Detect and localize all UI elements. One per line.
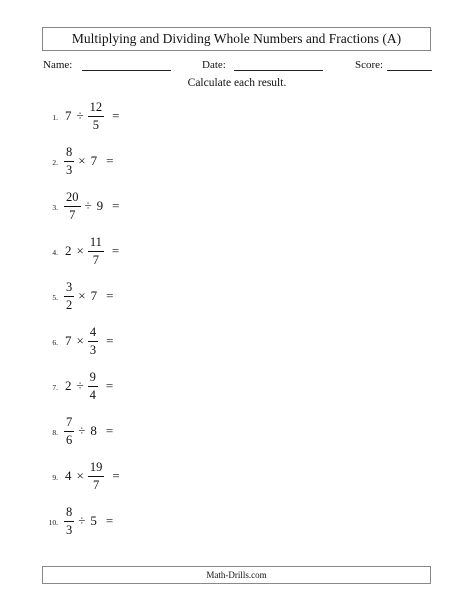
fraction <box>64 146 74 176</box>
whole-number: 9 <box>96 198 104 213</box>
footer-text: Math-Drills.com <box>206 570 267 580</box>
score-blank[interactable] <box>387 58 432 71</box>
fraction <box>64 416 74 446</box>
fraction-numerator: 12 <box>89 100 103 114</box>
whole-number: 7 <box>65 333 72 348</box>
whole-number: 2 <box>65 243 72 258</box>
operator-symbol: × <box>78 288 86 303</box>
equals-sign: = <box>106 333 114 348</box>
fraction-bar <box>88 341 98 342</box>
operator-symbol: ÷ <box>76 108 84 123</box>
problem-row <box>0 279 300 319</box>
equals-sign: = <box>105 423 114 438</box>
problem-expression <box>64 146 113 176</box>
problem-expression <box>64 461 120 491</box>
problem-row <box>0 234 300 274</box>
fraction-bar <box>88 251 104 252</box>
fraction-bar <box>64 521 74 522</box>
score-field <box>355 58 432 71</box>
problem-number: 9. <box>52 473 58 482</box>
problem-expression <box>64 101 119 131</box>
worksheet-title: Multiplying and Dividing Whole Numbers and Fractions (A) <box>71 31 402 46</box>
fraction-numerator: 19 <box>89 460 103 474</box>
score-label: Score: <box>355 59 384 71</box>
name-blank[interactable] <box>82 58 171 71</box>
fraction-bar <box>64 431 74 432</box>
name-label: Name: <box>43 59 73 71</box>
name-field <box>43 58 171 71</box>
operator-symbol: × <box>76 468 84 483</box>
equals-sign: = <box>111 243 120 258</box>
fraction-numerator: 3 <box>66 280 73 294</box>
fraction-bar <box>64 161 74 162</box>
operator-symbol: ÷ <box>78 513 86 528</box>
footer-box <box>42 566 431 584</box>
fraction-denominator: 4 <box>89 387 96 402</box>
problem-expression <box>64 236 119 266</box>
whole-number: 4 <box>65 468 72 483</box>
operator-symbol: × <box>76 243 84 258</box>
equals-sign: = <box>112 108 120 123</box>
operator-symbol: ÷ <box>78 423 86 438</box>
problem-row <box>0 504 300 544</box>
equals-sign: = <box>112 468 120 483</box>
fraction-denominator: 3 <box>66 162 73 177</box>
fraction <box>64 191 81 221</box>
whole-number: 7 <box>90 153 98 168</box>
whole-number: 7 <box>65 108 72 123</box>
whole-number: 5 <box>90 513 97 528</box>
fraction-bar <box>88 386 98 387</box>
fraction <box>88 461 105 491</box>
problem-expression <box>64 281 113 311</box>
fraction <box>64 281 74 311</box>
date-field <box>202 58 323 71</box>
fraction <box>88 101 105 131</box>
fraction-bar <box>88 116 105 117</box>
problem-number: 2. <box>52 158 58 167</box>
fraction-denominator: 7 <box>92 477 100 492</box>
fraction-numerator: 4 <box>89 325 97 339</box>
fraction-numerator: 7 <box>66 415 73 429</box>
problem-expression <box>64 326 113 356</box>
equals-sign: = <box>105 378 114 393</box>
fraction-bar <box>64 296 74 297</box>
fraction <box>88 371 98 401</box>
problem-number: 3. <box>52 203 58 212</box>
fraction-denominator: 2 <box>66 297 73 312</box>
fraction-numerator: 8 <box>66 145 73 159</box>
worksheet-title-box <box>42 27 431 51</box>
problem-number: 7. <box>52 383 58 392</box>
problem-number: 5. <box>52 293 58 302</box>
problem-row <box>0 99 300 139</box>
whole-number: 2 <box>65 378 72 393</box>
problem-number: 4. <box>52 248 58 257</box>
problem-number: 1. <box>52 113 58 122</box>
equals-sign: = <box>106 288 114 303</box>
instruction-text: Calculate each result. <box>187 77 287 89</box>
problem-expression <box>64 416 113 446</box>
fraction-numerator: 11 <box>89 235 102 249</box>
problem-row <box>0 414 300 454</box>
problem-row <box>0 189 300 229</box>
problem-expression <box>64 191 119 221</box>
fraction-bar <box>88 476 105 477</box>
problem-number: 10. <box>48 518 58 527</box>
fraction-denominator: 7 <box>92 252 99 267</box>
fraction <box>88 236 104 266</box>
date-label: Date: <box>202 59 226 71</box>
problem-expression <box>64 506 113 536</box>
fraction-denominator: 3 <box>66 522 73 537</box>
problem-row <box>0 459 300 499</box>
fraction <box>64 506 74 536</box>
fraction-denominator: 6 <box>66 432 73 447</box>
problem-row <box>0 369 300 409</box>
operator-symbol: ÷ <box>76 378 84 393</box>
problem-row <box>0 324 300 364</box>
equals-sign: = <box>112 198 120 213</box>
fraction <box>88 326 98 356</box>
whole-number: 8 <box>90 423 97 438</box>
operator-symbol: × <box>76 333 84 348</box>
date-blank[interactable] <box>234 58 323 71</box>
fraction-denominator: 7 <box>69 207 76 222</box>
operator-symbol: × <box>78 153 86 168</box>
header-fields <box>0 58 474 74</box>
fraction-denominator: 3 <box>89 342 97 357</box>
fraction-bar <box>64 206 81 207</box>
equals-sign: = <box>105 513 114 528</box>
problem-row <box>0 144 300 184</box>
fraction-denominator: 5 <box>92 117 100 132</box>
problem-number: 8. <box>52 428 58 437</box>
fraction-numerator: 8 <box>66 505 73 519</box>
whole-number: 7 <box>90 288 98 303</box>
operator-symbol: ÷ <box>84 198 92 213</box>
fraction-numerator: 9 <box>89 370 96 384</box>
equals-sign: = <box>106 153 114 168</box>
problem-expression <box>64 371 113 401</box>
problem-number: 6. <box>52 338 58 347</box>
fraction-numerator: 20 <box>66 190 79 204</box>
